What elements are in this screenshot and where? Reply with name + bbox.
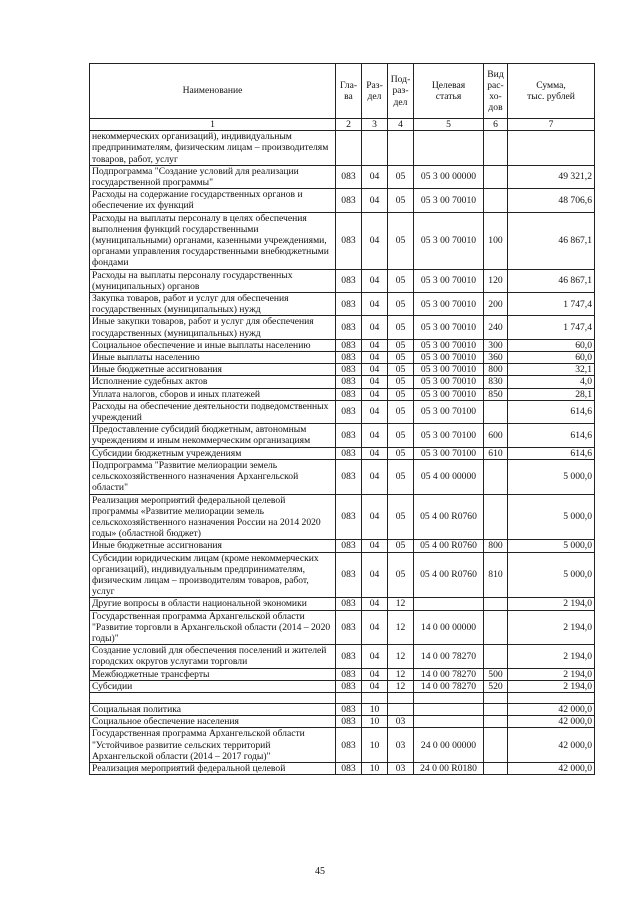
cell-podrazdel: 05 <box>388 352 414 364</box>
cell-podrazdel: 05 <box>388 424 414 447</box>
table-row <box>90 680 595 692</box>
cell-vid: 360 <box>484 352 508 364</box>
cell-sum: 5 000,0 <box>508 494 595 540</box>
cell-vid: 800 <box>484 364 508 376</box>
cell-podrazdel <box>388 692 414 703</box>
cell-podrazdel: 05 <box>388 212 414 269</box>
cell-razdel: 04 <box>362 668 388 680</box>
cell-sum: 42 000,0 <box>508 728 595 763</box>
cell-podrazdel: 03 <box>388 716 414 728</box>
table-row <box>90 400 595 423</box>
cell-podrazdel: 05 <box>388 494 414 540</box>
cell-sum: 42 000,0 <box>508 762 595 774</box>
cell-vid: 200 <box>484 293 508 316</box>
cell-podrazdel: 05 <box>388 293 414 316</box>
cell-name: Иные выплаты населению <box>90 352 336 364</box>
cell-name: Социальное обеспечение и иные выплаты населению <box>90 339 336 351</box>
table-row <box>90 728 595 763</box>
cell-sum: 5 000,0 <box>508 459 595 494</box>
cell-target: 24 0 00 R0180 <box>414 762 484 774</box>
cell-glava: 083 <box>336 494 362 540</box>
cell-glava: 083 <box>336 447 362 459</box>
cell-glava: 083 <box>336 212 362 269</box>
col-number: 3 <box>362 119 388 131</box>
cell-glava: 083 <box>336 293 362 316</box>
cell-sum: 49 321,2 <box>508 165 595 188</box>
cell-name: Другие вопросы в области национальной экономики <box>90 598 336 610</box>
cell-target: 05 4 00 00000 <box>414 459 484 494</box>
cell-vid <box>484 459 508 494</box>
table-row <box>90 668 595 680</box>
cell-sum: 46 867,1 <box>508 212 595 269</box>
col-header-podrazdel: Под- раз- дел <box>388 64 414 119</box>
cell-target: 05 3 00 70010 <box>414 212 484 269</box>
cell-sum: 48 706,6 <box>508 189 595 212</box>
table-row <box>90 376 595 388</box>
cell-vid: 120 <box>484 269 508 292</box>
cell-target: 05 3 00 70010 <box>414 364 484 376</box>
cell-target: 05 3 00 70010 <box>414 388 484 400</box>
cell-name: Расходы на выплаты персоналу государственных (муниципальных) органов <box>90 269 336 292</box>
table-row <box>90 131 595 166</box>
cell-target <box>414 598 484 610</box>
cell-target: 14 0 00 00000 <box>414 610 484 645</box>
cell-sum: 42 000,0 <box>508 703 595 715</box>
cell-target: 05 4 00 R0760 <box>414 494 484 540</box>
cell-vid: 240 <box>484 316 508 339</box>
cell-glava: 083 <box>336 388 362 400</box>
cell-vid: 810 <box>484 552 508 598</box>
cell-target: 24 0 00 00000 <box>414 728 484 763</box>
table-body <box>90 131 595 775</box>
cell-vid <box>484 762 508 774</box>
cell-target <box>414 131 484 166</box>
header-row <box>90 64 595 119</box>
cell-vid <box>484 645 508 668</box>
cell-target: 14 0 00 78270 <box>414 645 484 668</box>
cell-razdel: 04 <box>362 447 388 459</box>
cell-podrazdel: 05 <box>388 552 414 598</box>
cell-podrazdel: 05 <box>388 339 414 351</box>
cell-glava: 083 <box>336 598 362 610</box>
cell-razdel: 04 <box>362 552 388 598</box>
cell-glava: 083 <box>336 762 362 774</box>
cell-target: 05 3 00 70010 <box>414 339 484 351</box>
cell-razdel: 04 <box>362 610 388 645</box>
cell-razdel: 04 <box>362 165 388 188</box>
cell-podrazdel <box>388 131 414 166</box>
cell-target: 05 3 00 70100 <box>414 447 484 459</box>
cell-sum <box>508 131 595 166</box>
col-header-razdel: Раз- дел <box>362 64 388 119</box>
cell-glava: 083 <box>336 610 362 645</box>
cell-razdel: 10 <box>362 716 388 728</box>
cell-sum: 2 194,0 <box>508 645 595 668</box>
cell-vid: 100 <box>484 212 508 269</box>
cell-razdel: 10 <box>362 762 388 774</box>
cell-glava: 083 <box>336 269 362 292</box>
table-row <box>90 339 595 351</box>
cell-podrazdel: 05 <box>388 388 414 400</box>
cell-razdel: 04 <box>362 400 388 423</box>
cell-name: Межбюджетные трансферты <box>90 668 336 680</box>
cell-vid: 850 <box>484 388 508 400</box>
table-row <box>90 447 595 459</box>
cell-razdel: 04 <box>362 352 388 364</box>
cell-glava: 083 <box>336 540 362 552</box>
cell-glava: 083 <box>336 716 362 728</box>
cell-vid <box>484 728 508 763</box>
cell-name: Государственная программа Архангельской области "Устойчивое развитие сельских территорий Архангельской области (2014 – 2017 годы)" <box>90 728 336 763</box>
cell-razdel: 04 <box>362 540 388 552</box>
cell-podrazdel: 03 <box>388 762 414 774</box>
cell-glava: 083 <box>336 703 362 715</box>
cell-target: 05 3 00 70010 <box>414 293 484 316</box>
cell-sum: 46 867,1 <box>508 269 595 292</box>
cell-sum: 60,0 <box>508 352 595 364</box>
cell-vid <box>484 400 508 423</box>
cell-vid <box>484 131 508 166</box>
cell-vid <box>484 494 508 540</box>
cell-target: 05 3 00 70010 <box>414 269 484 292</box>
cell-podrazdel: 05 <box>388 364 414 376</box>
col-number: 6 <box>484 119 508 131</box>
cell-podrazdel: 05 <box>388 400 414 423</box>
cell-glava: 083 <box>336 459 362 494</box>
cell-vid: 800 <box>484 540 508 552</box>
cell-podrazdel: 12 <box>388 680 414 692</box>
cell-vid <box>484 165 508 188</box>
table-row <box>90 540 595 552</box>
cell-name: Субсидии <box>90 680 336 692</box>
cell-podrazdel: 05 <box>388 540 414 552</box>
cell-podrazdel: 05 <box>388 316 414 339</box>
cell-podrazdel: 12 <box>388 645 414 668</box>
table-row <box>90 598 595 610</box>
cell-target: 05 3 00 70010 <box>414 316 484 339</box>
col-number: 1 <box>90 119 336 131</box>
col-header-target: Целевая статья <box>414 64 484 119</box>
cell-glava: 083 <box>336 189 362 212</box>
cell-target <box>414 716 484 728</box>
cell-glava: 083 <box>336 376 362 388</box>
cell-name: Уплата налогов, сборов и иных платежей <box>90 388 336 400</box>
table-row <box>90 388 595 400</box>
cell-glava: 083 <box>336 165 362 188</box>
cell-sum: 32,1 <box>508 364 595 376</box>
table-row <box>90 494 595 540</box>
cell-vid <box>484 598 508 610</box>
cell-sum: 2 194,0 <box>508 680 595 692</box>
table-row <box>90 269 595 292</box>
col-number: 5 <box>414 119 484 131</box>
cell-podrazdel: 03 <box>388 728 414 763</box>
cell-razdel: 04 <box>362 645 388 668</box>
cell-name: Подпрограмма "Создание условий для реализации государственной программы" <box>90 165 336 188</box>
cell-sum: 614,6 <box>508 400 595 423</box>
cell-podrazdel: 05 <box>388 165 414 188</box>
cell-razdel: 04 <box>362 364 388 376</box>
cell-glava: 083 <box>336 316 362 339</box>
cell-sum: 614,6 <box>508 447 595 459</box>
table-row <box>90 189 595 212</box>
cell-glava: 083 <box>336 668 362 680</box>
cell-razdel: 04 <box>362 680 388 692</box>
cell-name: Социальная политика <box>90 703 336 715</box>
cell-razdel: 04 <box>362 293 388 316</box>
cell-name: Закупка товаров, работ и услуг для обеспечения государственных (муниципальных) нужд <box>90 293 336 316</box>
cell-vid: 520 <box>484 680 508 692</box>
cell-name: Предоставление субсидий бюджетным, автономным учреждениям и иным некоммерческим организациям <box>90 424 336 447</box>
page-number: 45 <box>315 866 325 877</box>
cell-sum: 2 194,0 <box>508 610 595 645</box>
cell-vid <box>484 692 508 703</box>
table-row <box>90 610 595 645</box>
cell-target <box>414 703 484 715</box>
table-row <box>90 424 595 447</box>
cell-podrazdel: 05 <box>388 459 414 494</box>
cell-podrazdel: 12 <box>388 610 414 645</box>
cell-razdel: 04 <box>362 494 388 540</box>
cell-vid <box>484 610 508 645</box>
table-row <box>90 212 595 269</box>
budget-table <box>89 63 595 775</box>
table-row <box>90 645 595 668</box>
cell-sum: 28,1 <box>508 388 595 400</box>
cell-vid: 830 <box>484 376 508 388</box>
cell-podrazdel: 12 <box>388 598 414 610</box>
cell-glava: 083 <box>336 352 362 364</box>
cell-glava <box>336 131 362 166</box>
cell-target: 05 4 00 R0760 <box>414 552 484 598</box>
cell-glava: 083 <box>336 645 362 668</box>
cell-vid <box>484 703 508 715</box>
col-header-name: Наименование <box>90 64 336 119</box>
cell-name: Государственная программа Архангельской области "Развитие торговли в Архангельской области (2014 – 2020 годы)" <box>90 610 336 645</box>
cell-razdel: 04 <box>362 376 388 388</box>
col-header-vid: Вид рас- хо- дов <box>484 64 508 119</box>
cell-sum: 5 000,0 <box>508 540 595 552</box>
cell-target: 05 3 00 70100 <box>414 400 484 423</box>
cell-razdel: 04 <box>362 189 388 212</box>
cell-name <box>90 692 336 703</box>
cell-razdel: 10 <box>362 728 388 763</box>
cell-name: Социальное обеспечение населения <box>90 716 336 728</box>
cell-glava: 083 <box>336 680 362 692</box>
cell-name: Расходы на обеспечение деятельности подведомственных учреждений <box>90 400 336 423</box>
cell-glava: 083 <box>336 400 362 423</box>
cell-target: 05 4 00 R0760 <box>414 540 484 552</box>
cell-sum: 60,0 <box>508 339 595 351</box>
cell-razdel: 04 <box>362 598 388 610</box>
col-header-glava: Гла- ва <box>336 64 362 119</box>
table-row <box>90 364 595 376</box>
cell-name: Исполнение судебных актов <box>90 376 336 388</box>
table-row <box>90 165 595 188</box>
cell-vid: 300 <box>484 339 508 351</box>
cell-target: 14 0 00 78270 <box>414 668 484 680</box>
cell-vid <box>484 716 508 728</box>
table-row <box>90 352 595 364</box>
cell-target: 14 0 00 78270 <box>414 680 484 692</box>
cell-target: 05 3 00 70010 <box>414 352 484 364</box>
table-row <box>90 459 595 494</box>
cell-vid: 600 <box>484 424 508 447</box>
cell-podrazdel <box>388 703 414 715</box>
cell-name: Субсидии бюджетным учреждениям <box>90 447 336 459</box>
cell-name: Иные бюджетные ассигнования <box>90 364 336 376</box>
col-number: 2 <box>336 119 362 131</box>
col-number: 7 <box>508 119 595 131</box>
table-row <box>90 716 595 728</box>
cell-name: Иные закупки товаров, работ и услуг для обеспечения государственных (муниципальных) нужд <box>90 316 336 339</box>
cell-sum <box>508 692 595 703</box>
cell-sum: 4,0 <box>508 376 595 388</box>
table-row <box>90 703 595 715</box>
table-row <box>90 762 595 774</box>
cell-name: Расходы на содержание государственных органов и обеспечение их функций <box>90 189 336 212</box>
cell-glava: 083 <box>336 364 362 376</box>
table-row <box>90 293 595 316</box>
cell-name: Расходы на выплаты персоналу в целях обеспечения выполнения функций государственными (муниципальными) органами, казенными учреждениями, органами управления государственными внебюджетными фондами <box>90 212 336 269</box>
cell-name: Субсидии юридическим лицам (кроме некоммерческих организаций), индивидуальным предпринимателям, физическим лицам – производителям товаров, работ, услуг <box>90 552 336 598</box>
cell-name: Иные бюджетные ассигнования <box>90 540 336 552</box>
cell-podrazdel: 05 <box>388 189 414 212</box>
table-row <box>90 692 595 703</box>
col-number: 4 <box>388 119 414 131</box>
cell-sum: 2 194,0 <box>508 668 595 680</box>
cell-sum: 1 747,4 <box>508 316 595 339</box>
cell-razdel: 04 <box>362 212 388 269</box>
column-number-row <box>90 119 595 131</box>
cell-vid <box>484 189 508 212</box>
cell-name: Реализация мероприятий федеральной целевой <box>90 762 336 774</box>
cell-glava: 083 <box>336 339 362 351</box>
cell-name: Подпрограмма "Развитие мелиорации земель сельскохозяйственного назначения Архангельской области" <box>90 459 336 494</box>
cell-razdel: 04 <box>362 424 388 447</box>
cell-glava: 083 <box>336 424 362 447</box>
cell-razdel <box>362 131 388 166</box>
cell-razdel: 04 <box>362 269 388 292</box>
cell-glava <box>336 692 362 703</box>
cell-razdel: 04 <box>362 339 388 351</box>
cell-podrazdel: 05 <box>388 447 414 459</box>
cell-razdel: 10 <box>362 703 388 715</box>
col-header-sum: Сумма, тыс. рублей <box>508 64 595 119</box>
cell-razdel: 04 <box>362 459 388 494</box>
cell-glava: 083 <box>336 728 362 763</box>
cell-target <box>414 692 484 703</box>
cell-vid: 500 <box>484 668 508 680</box>
cell-name: Реализация мероприятий федеральной целевой программы «Развитие мелиорации земель сельскохозяйственного назначения России на 2014 2020 годы» (областной бюджет) <box>90 494 336 540</box>
cell-podrazdel: 05 <box>388 269 414 292</box>
table-row <box>90 316 595 339</box>
cell-podrazdel: 12 <box>388 668 414 680</box>
cell-razdel: 04 <box>362 388 388 400</box>
cell-target: 05 3 00 70010 <box>414 376 484 388</box>
cell-sum: 2 194,0 <box>508 598 595 610</box>
cell-sum: 42 000,0 <box>508 716 595 728</box>
cell-vid: 610 <box>484 447 508 459</box>
cell-target: 05 3 00 70010 <box>414 189 484 212</box>
cell-razdel <box>362 692 388 703</box>
cell-sum: 5 000,0 <box>508 552 595 598</box>
cell-target: 05 3 00 00000 <box>414 165 484 188</box>
table-row <box>90 552 595 598</box>
cell-name: некоммерческих организаций), индивидуальным предпринимателям, физическим лицам – производителям товаров, работ, услуг <box>90 131 336 166</box>
cell-target: 05 3 00 70100 <box>414 424 484 447</box>
cell-podrazdel: 05 <box>388 376 414 388</box>
cell-razdel: 04 <box>362 316 388 339</box>
cell-sum: 1 747,4 <box>508 293 595 316</box>
cell-glava: 083 <box>336 552 362 598</box>
cell-sum: 614,6 <box>508 424 595 447</box>
cell-name: Создание условий для обеспечения поселений и жителей городских округов услугами торговли <box>90 645 336 668</box>
